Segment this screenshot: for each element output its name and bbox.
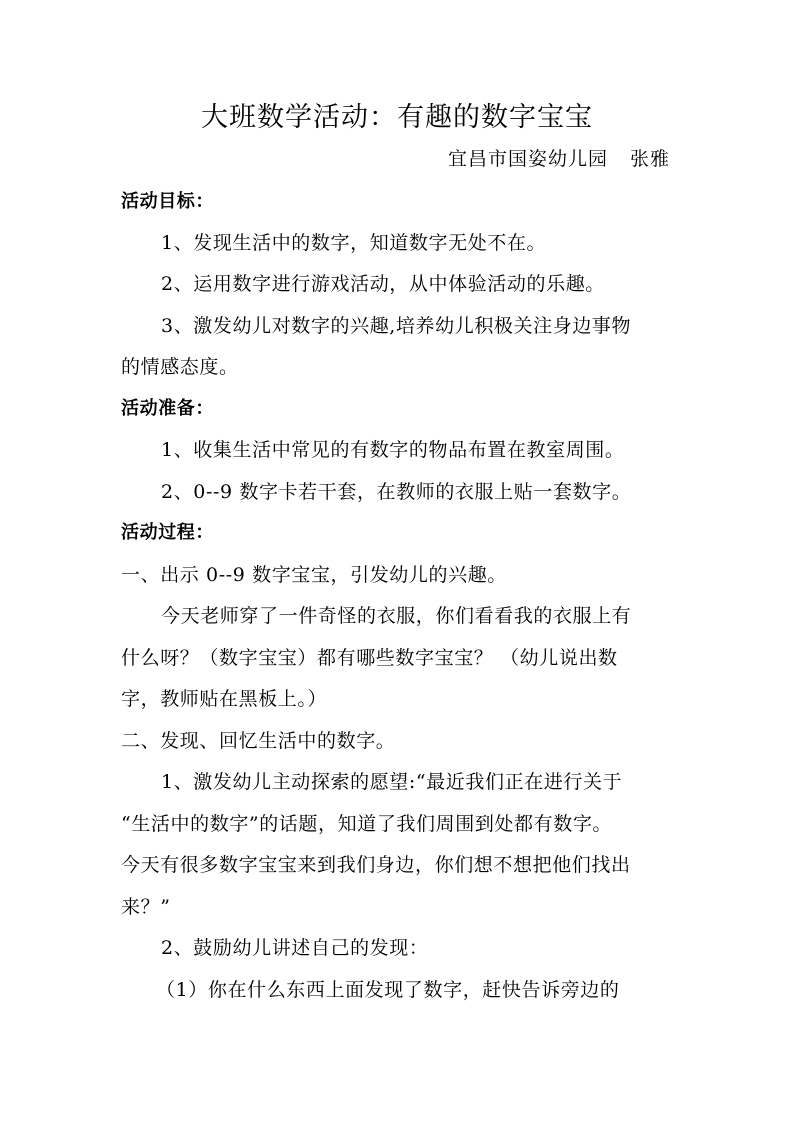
goal-item-2: 2、运用数字进行游戏活动，从中体验活动的乐趣。 — [161, 273, 605, 295]
goal-item-3: 3、激发幼儿对数字的兴趣,培养幼儿积极关注身边事物 — [161, 315, 632, 337]
paragraph-line: 什么呀？（数字宝宝）都有哪些数字宝宝？ （幼儿说出数 — [121, 647, 618, 669]
preparation-item-1: 1、收集生活中常见的有数字的物品布置在教室周围。 — [161, 439, 625, 461]
paragraph-line: 1、激发幼儿主动探索的愿望:“最近我们正在进行关于 — [161, 771, 623, 793]
paragraph-line: 2、鼓励幼儿讲述自己的发现： — [161, 937, 429, 959]
paragraph-line: 今天有很多数字宝宝来到我们身边，你们想不想把他们找出 — [121, 854, 631, 876]
preparation-item-2: 2、0--9 数字卡若干套，在教师的衣服上贴一套数字。 — [161, 481, 632, 503]
goal-item-3-continued: 的情感态度。 — [121, 356, 239, 378]
process-step-1-heading: 一、出示 0--9 数字宝宝，引发幼儿的兴趣。 — [121, 564, 507, 586]
author-name: 张雅 — [629, 148, 670, 170]
paragraph-line: 字，教师贴在黑板上。） — [121, 688, 328, 710]
paragraph-line: （1）你在什么东西上面发现了数字，赶快告诉旁边的 — [156, 979, 620, 1001]
section-heading-goals: 活动目标： — [121, 191, 214, 212]
paragraph-line: 今天老师穿了一件奇怪的衣服，你们看看我的衣服上有 — [161, 605, 632, 627]
paragraph-line: “生活中的数字”的话题，知道了我们周围到处都有数字。 — [121, 813, 613, 835]
author-organization: 宜昌市国姿幼儿园 — [447, 148, 608, 170]
goal-item-1: 1、发现生活中的数字，知道数字无处不在。 — [161, 232, 547, 254]
document-title: 大班数学活动：有趣的数字宝宝 — [201, 102, 593, 133]
author-line — [448, 146, 670, 172]
process-step-2-heading: 二、发现、回忆生活中的数字。 — [121, 730, 396, 752]
section-heading-preparation: 活动准备： — [121, 398, 214, 419]
paragraph-line: 来？” — [121, 896, 171, 918]
section-heading-process: 活动过程： — [121, 522, 214, 543]
